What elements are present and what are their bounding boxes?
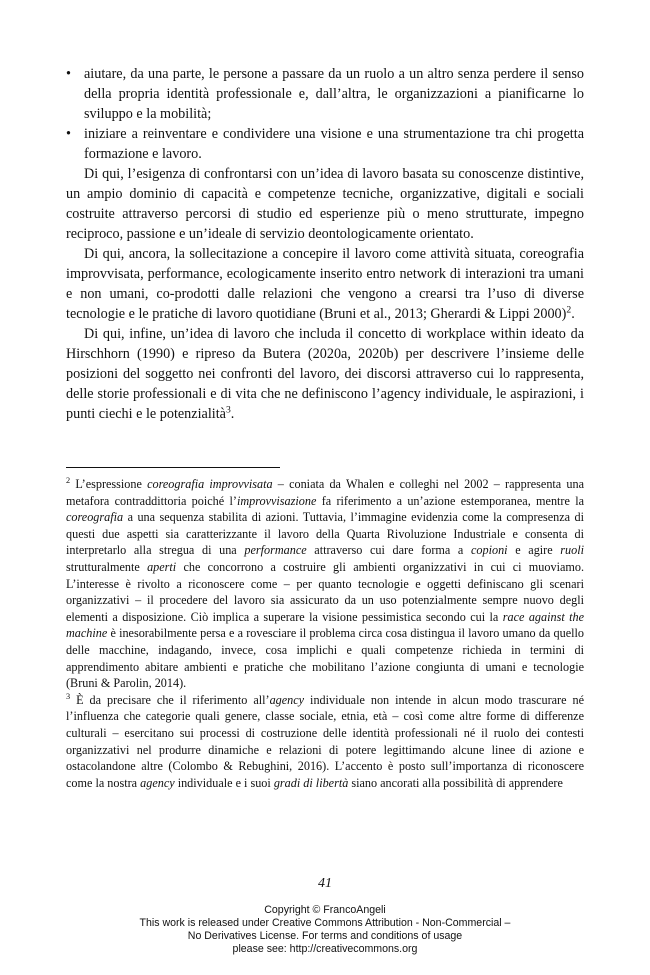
- footnote-2: [66, 476, 584, 692]
- copyright-line: please see: http://creativecommons.org: [232, 943, 418, 955]
- footnote-italic: performance: [244, 543, 307, 558]
- footnotes: [66, 476, 584, 791]
- footnote-ref: 3: [225, 404, 231, 416]
- footnote-text: individuale e i suoi: [174, 775, 274, 790]
- footnote-italic: improvvisazione: [236, 493, 317, 508]
- copyright-line: This work is released under Creative Commons Attribution - Non-Commercial –: [139, 917, 511, 929]
- footnote-text: a una sequenza stabilita di azioni. Tuttavia, l’immagine evidenzia come la compresenza di questi due aspetti sia caratterizzante il lavoro della Quarta Rivoluzione Industriale e consenta di interpretarlo alla stregua di una: [66, 510, 584, 558]
- footnote-text: – coniata da Whalen e colleghi nel 2002 – rappresenta una metafora contraddittoria poiché l’: [66, 477, 585, 508]
- paragraph-text: Di qui, l’esigenza di confrontarsi con un’idea di lavoro basata su conoscenze distintive, un ampio dominio di capacità e competenze tecniche, organizzative, digitali e sociali costruite attraverso percorsi di studio ed esperienze più o meno strutturate, impegno reciproco, passione e un’ideale di servizio deontologicamente orientato.: [66, 166, 584, 242]
- footnote-italic: race against the machine: [66, 609, 585, 641]
- copyright-notice: [0, 904, 650, 956]
- footnote-number: 2: [66, 475, 71, 485]
- footnote-text: fa riferimento a un’azione estemporanea, mentre la: [316, 493, 585, 508]
- footnote-italic: aperti: [147, 559, 177, 574]
- footnote-text: che concorrono a costruire gli ambienti organizzativi in cui ci muoviamo. L’interesse è rivolto a riconoscere come – per quanto tecnologie e oggetti definiscano gli scenari organizzativi – il procedere del lavoro sia assicurato da un uso potenzialmente sempre nuovo degli elementi a disposizione. Ciò implica a superare la visione pessimistica secondo cui la: [66, 559, 584, 624]
- footnote-text: strutturalmente: [66, 559, 148, 574]
- footnote-italic: agency: [140, 775, 175, 790]
- bullet-dot-icon: •: [66, 126, 71, 142]
- footnote-italic: ruoli: [560, 543, 584, 558]
- footnote-italic: agency: [269, 692, 305, 707]
- footnote-italic: gradi di libertà: [273, 775, 349, 790]
- paragraph: Di qui, infine, un’idea di lavoro che includa il concetto di workplace within ideato da Hirschhorn (1990) e ripreso da Butera (2020a, 2020b) per descrivere l’insieme delle posizioni del soggetto nei confronti del lavoro, dei discorsi attraverso cui lo rappresenta, delle storie professionali e di vita che ne definiscono l’agency individuale, le aspirazioni, i punti ciechi e le potenzialità$^3$.: [66, 326, 584, 422]
- footnote-text: L’espressione: [70, 477, 148, 491]
- bullet-dot-icon: •: [66, 66, 71, 82]
- paragraph-text: Di qui, ancora, la sollecitazione a concepire il lavoro come attività situata, coreografia improvvisata, performance, ecologicamente inserito entro network di interazioni tra umani e non umani, co-prodotti dalle relazioni che vengono a crearsi tra l’uso di diverse tecnologie e le pratiche di lavoro quotidiane (Bruni et al., 2013; Gherardi & Lippi 2000): [66, 246, 584, 322]
- footnote-ref: 2: [566, 304, 572, 316]
- footnote-italic: coreografia: [66, 510, 124, 525]
- bullet-text: iniziare a reinventare e condividere una visione e una strumentazione tra chi progetta formazione e lavoro.: [84, 126, 584, 162]
- page-number: 41: [318, 876, 332, 891]
- footnote-text: È da precisare che il riferimento all’: [70, 692, 270, 707]
- bullet-text: aiutare, da una parte, le persone a passare da un ruolo a un altro senza perdere il senso della propria identità professionale e, dall’altra, le organizzazioni a pianificarne lo sviluppo e la mobilità;: [84, 66, 584, 122]
- footnote-number: 3: [66, 691, 71, 701]
- paragraph: Di qui, ancora, la sollecitazione a concepire il lavoro come attività situata, coreografia improvvisata, performance, ecologicamente inserito entro network di interazioni tra umani e non umani, co-prodotti dalle relazioni che vengono a crearsi tra l’uso di diverse tecnologie e le pratiche di lavoro quotidiane (Bruni et al., 2013; Gherardi & Lippi 2000)$^2$.: [66, 246, 584, 322]
- copyright-line: Copyright © FrancoAngeli: [264, 904, 386, 916]
- footnote-text: individuale non intende in alcun modo trascurare né l’influenza che categorie quali genere, classe sociale, etnia, età – così come altre forme di differenze culturali – esercitano sui processi di costruzione delle identità professionali né il ruolo dei contesti organizzativi nel produrre dinamiche e relazioni di potere legittimando alcune linee di azione e ostacolandone altre (Colombo & Rebughini, 2016). L’accento è posto sull’importanza di riconoscere come la nostra: [66, 692, 584, 790]
- paragraph-text: Di qui, infine, un’idea di lavoro che includa il concetto di workplace within ideato da Hirschhorn (1990) e ripreso da Butera (2020a, 2020b) per descrivere l’insieme delle posizioni del soggetto nei confronti del lavoro, dei discorsi attraverso cui lo rappresenta, delle storie professionali e di vita che ne definiscono l’agency individuale, le aspirazioni, i punti ciechi e le potenzialità: [66, 326, 584, 422]
- paragraph: [66, 164, 584, 244]
- main-text: [66, 64, 584, 424]
- footnote-text: siano ancorati alla possibilità di apprendere: [348, 775, 563, 790]
- footnote-separator: [66, 467, 280, 468]
- footnote-text: attraverso cui dare forma a: [306, 543, 471, 558]
- footnote-3: [66, 692, 584, 792]
- footnote-italic: coreografia improvvisata: [147, 477, 273, 491]
- footnote-text: è inesorabilmente persa e a rovesciare il problema circa cosa distingua il lavoro umano da quello delle macchine, indagando, invece, cosa implichi e quali competenze richieda in termini di apprendimento abitare ambienti e pratiche che mobilitano l’azione congiunta di umani e tecnologie (Bruni & Parolin, 2014).: [66, 626, 584, 691]
- bullet-item: [66, 64, 584, 124]
- footnote-text: e agire: [507, 543, 561, 558]
- copyright-line: No Derivatives License. For terms and conditions of usage: [187, 930, 463, 942]
- bullet-item: [66, 124, 584, 164]
- footnote-italic: copioni: [471, 543, 508, 558]
